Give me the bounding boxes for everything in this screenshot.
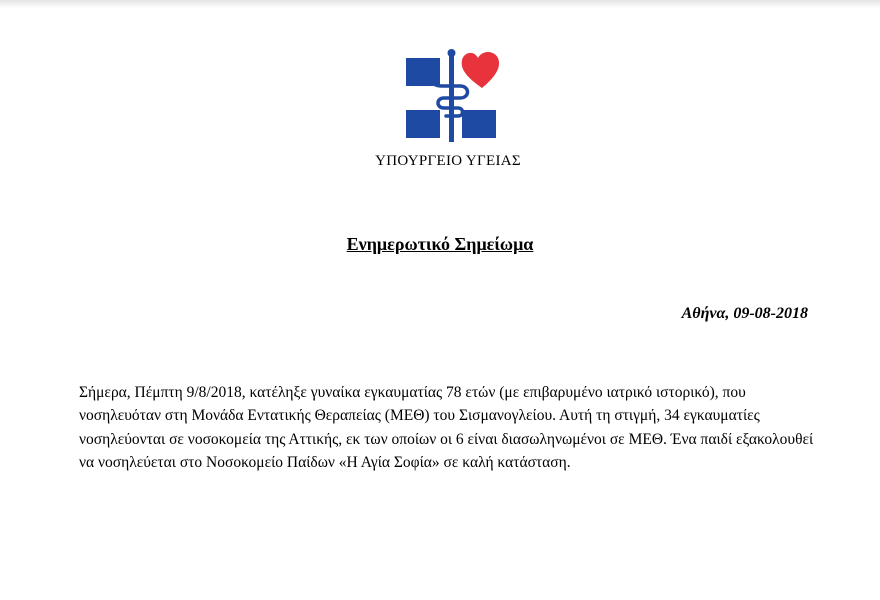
document-title: Ενημερωτικό Σημείωμα	[346, 234, 534, 254]
top-shadow	[0, 0, 880, 8]
ministry-of-health-emblem-icon	[398, 46, 512, 144]
body-paragraph: Σήμερα, Πέμπτη 9/8/2018, κατέληξε γυναίκα εγκαυματίας 78 ετών (με επιβαρυμένο ιατρικό ιστορικό), που νοσηλευόταν στη Μονάδα Εντατικής Θεραπείας (ΜΕΘ) του Σισμανογλείου. Αυτή τη στιγμή, 34 εγκαυματίες νοσηλεύονται σε νοσοκομεία της Αττικής, εκ των οποίων οι 6 είναι διασωληνωμένοι σε ΜΕΘ. Ένα παιδί εξακολουθεί να νοσηλεύεται στο Νοσοκομείο Παίδων «Η Αγία Σοφία» σε καλή κατάσταση.	[79, 384, 814, 471]
ministry-name: ΥΠΟΥΡΓΕΙΟ ΥΓΕΙΑΣ	[375, 153, 521, 169]
place-date: Αθήνα, 09-08-2018	[681, 305, 808, 322]
